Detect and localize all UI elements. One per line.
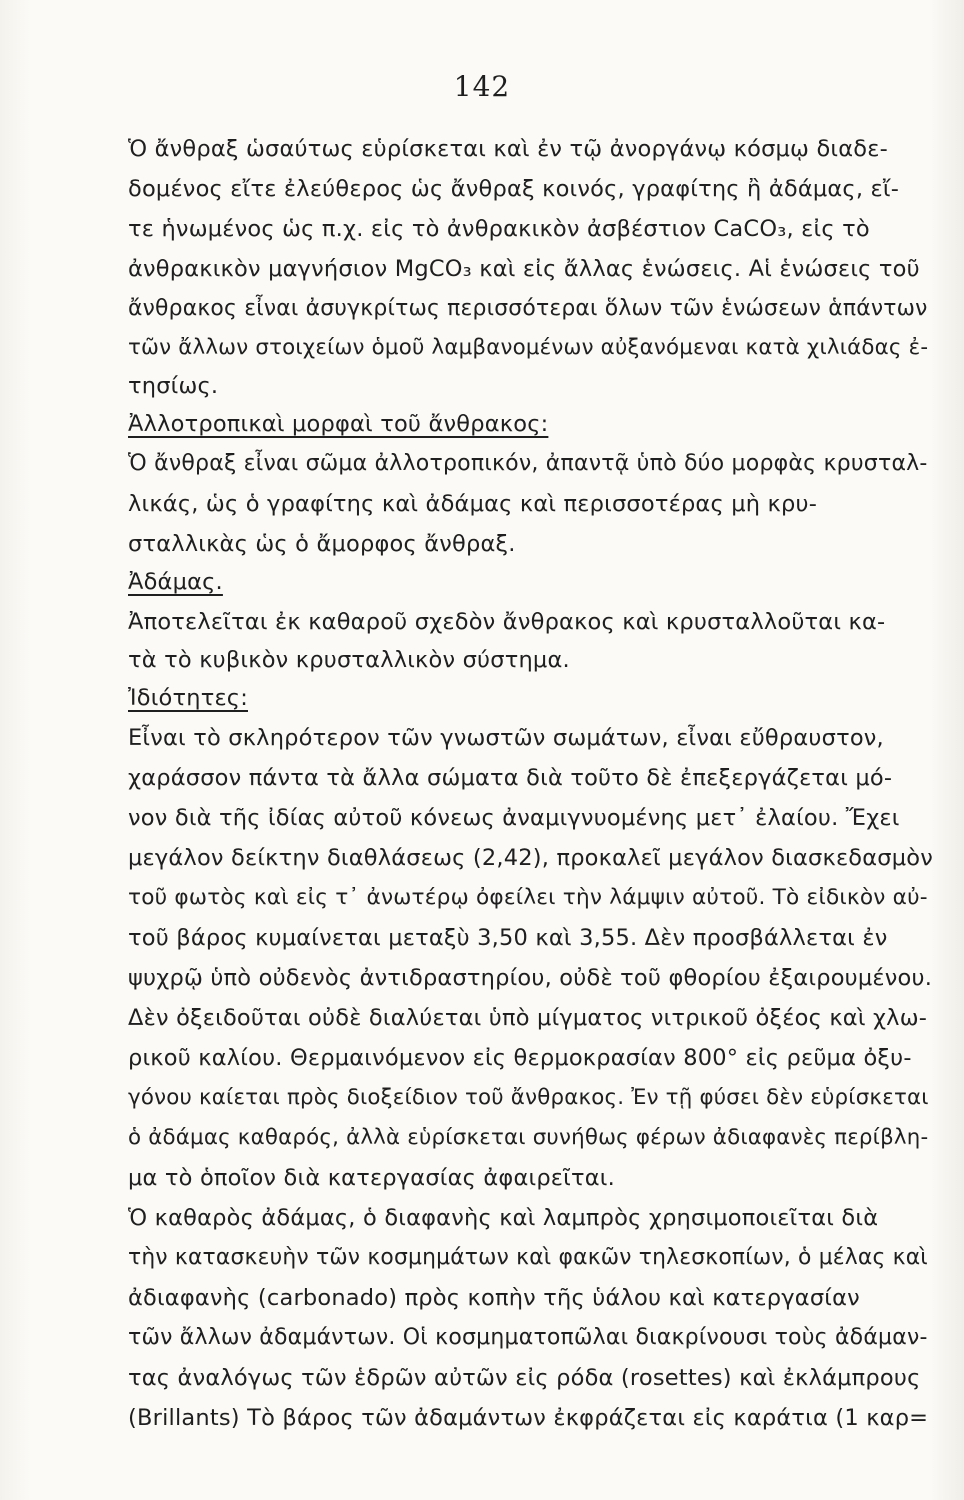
section-heading-allotropes: Ἀλλοτροπικαὶ μορφαὶ τοῦ ἄνθρακος: xyxy=(128,411,549,437)
text-line: νον διὰ τῆς ἰδίας αὐτοῦ κόνεως ἀναμιγνυομένης μετ᾽ ἐλαίου. Ἔχει xyxy=(128,805,900,831)
text-line: τησίως. xyxy=(128,373,219,399)
section-heading-diamond: Ἀδάμας. xyxy=(128,569,223,595)
text-line: σταλλικὰς ὡς ὁ ἄμορφος ἄνθραξ. xyxy=(128,531,516,557)
text-line: τας ἀναλόγως τῶν ἑδρῶν αὐτῶν εἰς ρόδα (rosettes) καὶ ἐκλάμπρους xyxy=(128,1365,921,1391)
text-line: τοῦ βάρος κυμαίνεται μεταξὺ 3,50 καὶ 3,55. Δὲν προσβάλλεται ἐν xyxy=(128,925,888,951)
text-line: Ὁ ἄνθραξ ὡσαύτως εὑρίσκεται καὶ ἐν τῷ ἀνοργάνῳ κόσμῳ διαδε- xyxy=(128,136,888,162)
text-line: ψυχρῷ ὑπὸ οὐδενὸς ἀντιδραστηρίου, οὐδὲ τοῦ φθορίου ἐξαιρουμένου. xyxy=(128,965,933,991)
text-line: ὁ ἀδάμας καθαρός, ἀλλὰ εὑρίσκεται συνήθως φέρων ἀδιαφανὲς περίβλη- xyxy=(128,1125,929,1150)
text-line: μεγάλον δείκτην διαθλάσεως (2,42), προκαλεῖ μεγάλον διασκεδασμὸν xyxy=(128,845,934,871)
text-line: τὰ τὸ κυβικὸν κρυσταλλικὸν σύστημα. xyxy=(128,647,570,673)
text-line: Ἀποτελεῖται ἐκ καθαροῦ σχεδὸν ἄνθρακος καὶ κρυσταλλοῦται κα- xyxy=(128,609,886,635)
text-line: χαράσσον πάντα τὰ ἄλλα σώματα διὰ τοῦτο δὲ ἐπεξεργάζεται μό- xyxy=(128,765,893,791)
text-line: γόνου καίεται πρὸς διοξείδιον τοῦ ἄνθρακος. Ἐν τῇ φύσει δὲν εὑρίσκεται xyxy=(128,1085,929,1110)
text-line: ἀνθρακικὸν μαγνήσιον MgCO₃ καὶ εἰς ἄλλας ἑνώσεις. Αἱ ἑνώσεις τοῦ xyxy=(128,256,920,282)
text-line: δομένος εἴτε ἐλεύθερος ὡς ἄνθραξ κοινός, γραφίτης ἢ ἀδάμας, εἴ- xyxy=(128,176,900,202)
text-line: τῶν ἄλλων ἀδαμάντων. Οἱ κοσμηματοπῶλαι διακρίνουσι τοὺς ἀδάμαν- xyxy=(128,1325,928,1350)
text-line: ἀδιαφανὴς (carbonado) πρὸς κοπὴν τῆς ὑάλου καὶ κατεργασίαν xyxy=(128,1285,860,1311)
text-line: Ὁ καθαρὸς ἀδάμας, ὁ διαφανὴς καὶ λαμπρὸς χρησιμοποιεῖται διὰ xyxy=(128,1205,879,1231)
text-line: (Brillants) Τὸ βάρος τῶν ἀδαμάντων ἐκφράζεται εἰς καράτια (1 καρ= xyxy=(128,1405,929,1431)
text-line: Ὁ ἄνθραξ εἶναι σῶμα ἀλλοτροπικόν, ἀπαντᾷ ὑπὸ δύο μορφὰς κρυσταλ- xyxy=(128,451,928,476)
text-line: τὴν κατασκευὴν τῶν κοσμημάτων καὶ φακῶν τηλεσκοπίων, ὁ μέλας καὶ xyxy=(128,1245,928,1270)
page-number: 142 xyxy=(453,70,511,103)
text-line: ἄνθρακος εἶναι ἀσυγκρίτως περισσότεραι ὅλων τῶν ἑνώσεων ἁπάντων xyxy=(128,296,928,321)
text-line: μα τὸ ὁποῖον διὰ κατεργασίας ἀφαιρεῖται. xyxy=(128,1165,615,1191)
text-line: Εἶναι τὸ σκληρότερον τῶν γνωστῶν σωμάτων, εἶναι εὔθραυστον, xyxy=(128,725,884,751)
text-line: τε ἡνωμένος ὡς π.χ. εἰς τὸ ἀνθρακικὸν ἀσβέστιον CaCO₃, εἰς τὸ xyxy=(128,216,870,242)
text-line: Δὲν ὀξειδοῦται οὐδὲ διαλύεται ὑπὸ μίγματος νιτρικοῦ ὀξέος καὶ χλω- xyxy=(128,1005,928,1031)
text-line: λικάς, ὡς ὁ γραφίτης καὶ ἀδάμας καὶ περισσοτέρας μὴ κρυ- xyxy=(128,491,818,517)
text-line: τῶν ἄλλων στοιχείων ὁμοῦ λαμβανομένων αὐξανόμεναι κατὰ χιλιάδας ἐ- xyxy=(128,335,929,360)
text-line: ρικοῦ καλίου. Θερμαινόμενον εἰς θερμοκρασίαν 800° εἰς ρεῦμα ὀξυ- xyxy=(128,1045,912,1071)
section-heading-properties: Ἰδιότητες: xyxy=(128,685,248,711)
text-line: τοῦ φωτὸς καὶ εἰς τ᾽ ἀνωτέρῳ ὀφείλει τὴν λάμψιν αὐτοῦ. Τὸ εἰδικὸν αὐ- xyxy=(128,885,928,910)
